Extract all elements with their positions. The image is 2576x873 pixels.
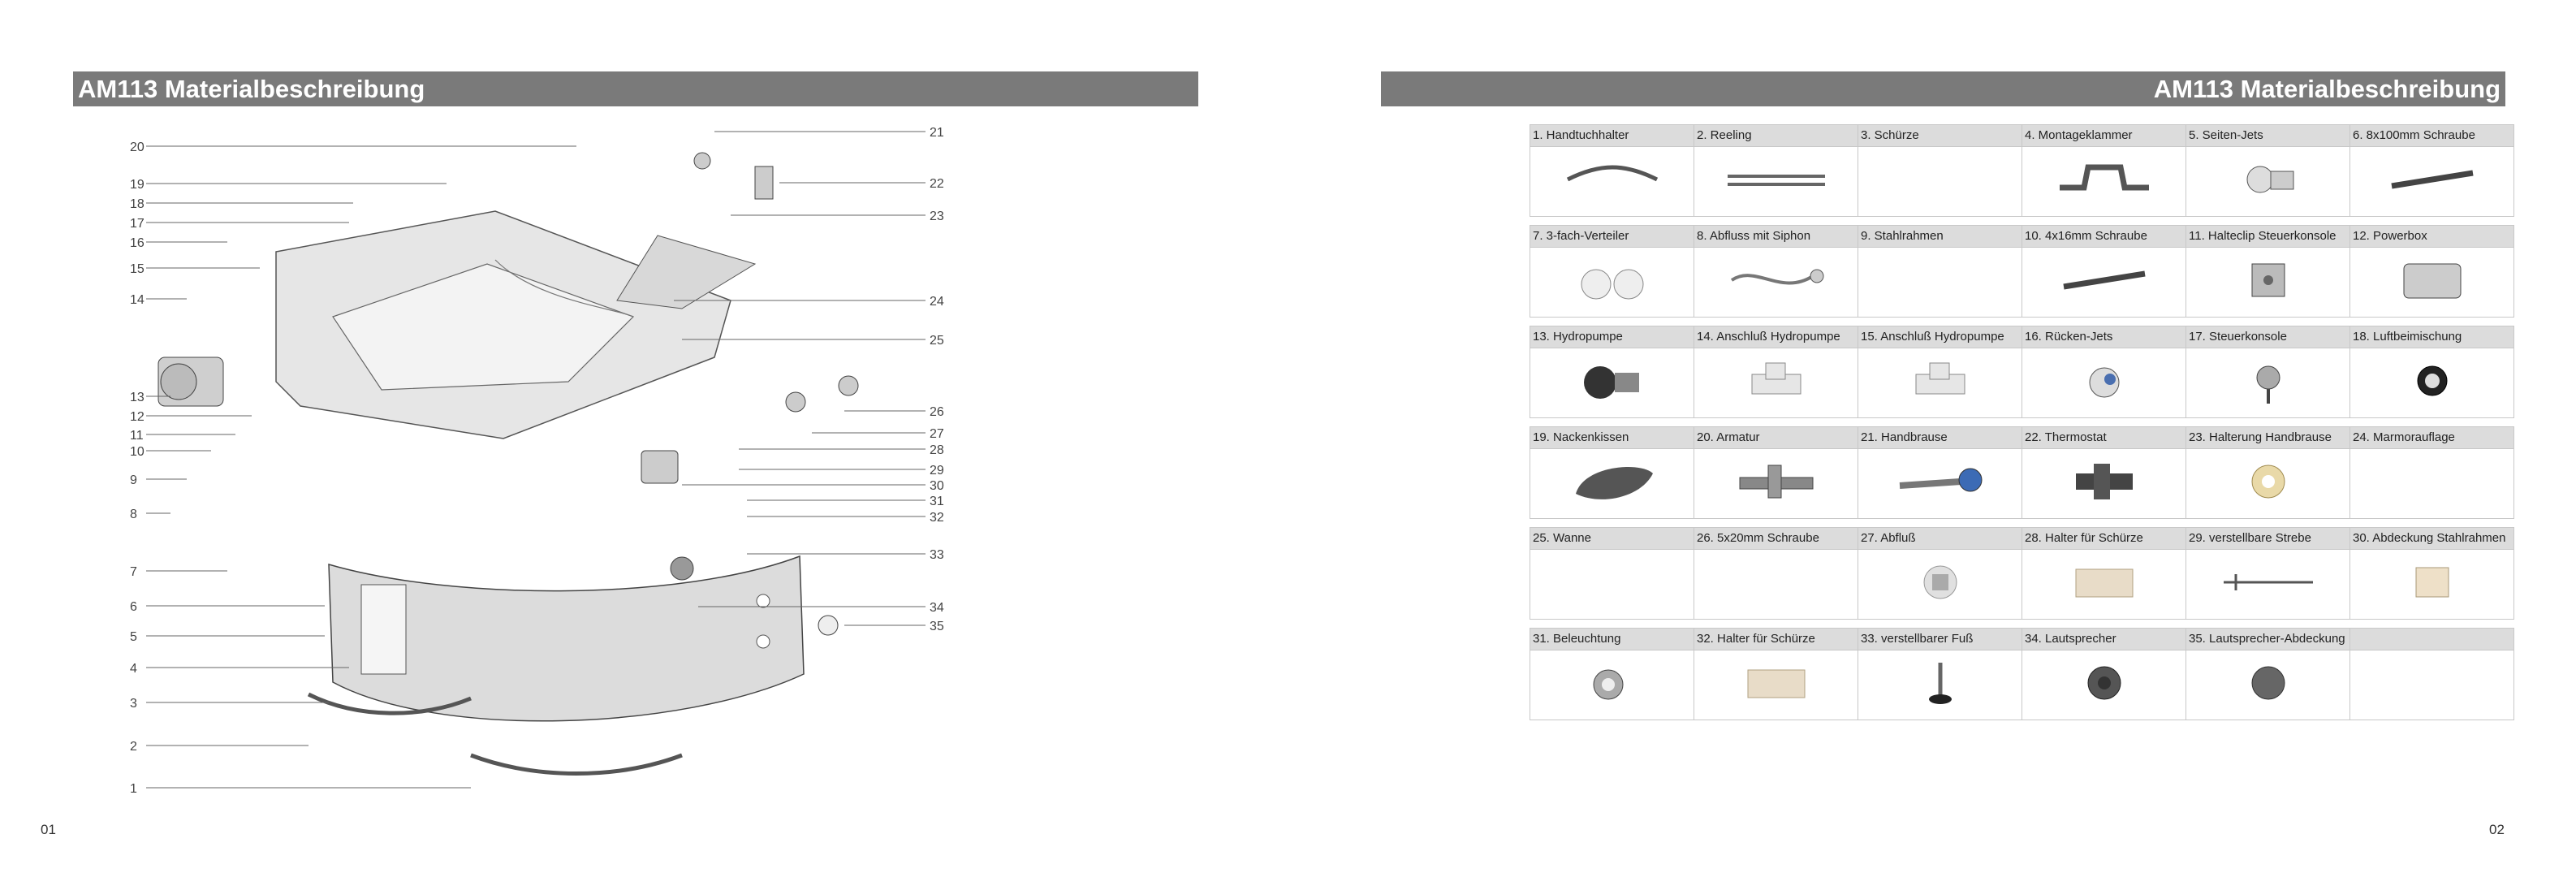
parts-image-row (1530, 550, 2514, 620)
callout-26: 26 (930, 405, 944, 419)
speaker-cover-part (818, 616, 838, 635)
speaker-part (671, 557, 693, 580)
part-image-cell (2350, 650, 2514, 720)
part-label: 17. Steuerkonsole (2186, 326, 2350, 348)
part-image-cell (2022, 147, 2186, 217)
page-title: AM113 Materialbeschreibung (2153, 75, 2500, 103)
callout-25: 25 (930, 334, 944, 348)
part-label: 4. Montageklammer (2022, 125, 2186, 147)
side-jet-icon (2207, 147, 2329, 212)
parts-label-row (1530, 226, 2514, 248)
callout-9: 9 (130, 473, 137, 487)
row-gap (1530, 519, 2514, 528)
callout-35: 35 (930, 620, 944, 633)
part-image-cell (1694, 650, 1858, 720)
page-title: AM113 Materialbeschreibung (78, 75, 425, 103)
pipe-connector-icon (1879, 348, 2001, 413)
callout-11: 11 (130, 429, 144, 443)
parts-image-row (1530, 650, 2514, 720)
jet-part-2 (786, 392, 805, 412)
page-header-bar (1381, 71, 2505, 106)
part-label (2350, 629, 2514, 650)
callout-34: 34 (930, 601, 944, 615)
page-header-bar (73, 71, 1198, 106)
pump-icon (1551, 348, 1673, 413)
part-label: 32. Halter für Schürze (1694, 629, 1858, 650)
part-image-cell (1530, 650, 1694, 720)
parts-label-row (1530, 427, 2514, 449)
towel-rail-icon (1551, 147, 1673, 212)
callout-1: 1 (130, 782, 137, 796)
light-icon (1551, 650, 1673, 715)
mounting-bracket-icon (2043, 147, 2165, 212)
part-label: 19. Nackenkissen (1530, 427, 1694, 449)
callout-8: 8 (130, 508, 137, 521)
part-image-cell (1694, 147, 1858, 217)
callout-10: 10 (130, 445, 145, 459)
callout-20: 20 (130, 140, 145, 154)
pillow-icon (1551, 449, 1673, 514)
callout-4: 4 (130, 662, 137, 676)
callout-21: 21 (930, 126, 944, 140)
right-page (1288, 0, 2576, 873)
part-label: 3. Schürze (1858, 125, 2022, 147)
part-label: 21. Handbrause (1858, 427, 2022, 449)
part-image-cell (1530, 248, 1694, 318)
back-jet-icon (2043, 348, 2165, 413)
callout-17: 17 (130, 217, 145, 231)
part-image-cell (2186, 248, 2350, 318)
callout-18: 18 (130, 197, 145, 211)
callout-7: 7 (130, 565, 137, 579)
part-label: 10. 4x16mm Schraube (2022, 226, 2186, 248)
parts-label-row (1530, 528, 2514, 550)
part-image-cell (1858, 449, 2022, 519)
part-image-cell (2022, 449, 2186, 519)
hand-shower-part (694, 153, 710, 169)
screw-icon (2371, 147, 2493, 212)
parts-label-row (1530, 326, 2514, 348)
drain-siphon-icon (1715, 248, 1837, 313)
callout-14: 14 (130, 293, 145, 307)
strut-icon (2207, 550, 2329, 615)
part-label: 13. Hydropumpe (1530, 326, 1694, 348)
part-image-cell (1694, 550, 1858, 620)
faucet-icon (1715, 449, 1837, 514)
part-image-cell (1530, 147, 1694, 217)
part-image-cell (2350, 248, 2514, 318)
marble-top (617, 236, 755, 309)
pump-fan (161, 364, 196, 400)
part-image-cell (2186, 449, 2350, 519)
thermostat-icon (2043, 449, 2165, 514)
callout-30: 30 (930, 479, 944, 493)
part-label: 25. Wanne (1530, 528, 1694, 550)
air-valve-icon (2371, 348, 2493, 413)
part-image-cell (1694, 348, 1858, 418)
clip-icon (2207, 248, 2329, 313)
apron-holder-icon (1715, 650, 1837, 715)
powerbox-icon (2371, 248, 2493, 313)
parts-label-row (1530, 629, 2514, 650)
callout-28: 28 (930, 443, 944, 457)
part-label: 11. Halteclip Steuerkonsole (2186, 226, 2350, 248)
part-label: 9. Stahlrahmen (1858, 226, 2022, 248)
part-label: 18. Luftbeimischung (2350, 326, 2514, 348)
part-image-cell (2350, 348, 2514, 418)
powerbox-part (641, 451, 678, 483)
part-label: 34. Lautsprecher (2022, 629, 2186, 650)
part-label: 16. Rücken-Jets (2022, 326, 2186, 348)
bottom-rail (471, 755, 682, 774)
part-image-cell (2186, 650, 2350, 720)
part-image-cell (1858, 147, 2022, 217)
callout-33: 33 (930, 548, 944, 562)
page-number: 01 (41, 822, 56, 837)
part-image-cell (1694, 248, 1858, 318)
callout-32: 32 (930, 511, 944, 525)
part-image-cell (1858, 650, 2022, 720)
part-label: 23. Halterung Handbrause (2186, 427, 2350, 449)
apron-window (361, 585, 406, 674)
callout-29: 29 (930, 464, 944, 478)
part-image-cell (1858, 348, 2022, 418)
part-label: 12. Powerbox (2350, 226, 2514, 248)
row-gap (1530, 418, 2514, 427)
apron-hole-1 (757, 594, 770, 607)
callout-27: 27 (930, 427, 944, 441)
part-label: 20. Armatur (1694, 427, 1858, 449)
adjustable-foot-icon (1879, 650, 2001, 715)
part-label: 6. 8x100mm Schraube (2350, 125, 2514, 147)
part-label: 1. Handtuchhalter (1530, 125, 1694, 147)
part-image-cell (1530, 348, 1694, 418)
part-image-cell (2022, 650, 2186, 720)
leader-lines-right (674, 132, 926, 625)
part-label: 2. Reeling (1694, 125, 1858, 147)
parts-label-row (1530, 125, 2514, 147)
part-image-cell (2350, 449, 2514, 519)
callout-5: 5 (130, 630, 137, 644)
part-label: 8. Abfluss mit Siphon (1694, 226, 1858, 248)
part-image-cell (2350, 147, 2514, 217)
part-image-cell (1530, 550, 1694, 620)
parts-table (1530, 124, 2514, 720)
manifold-icon (1551, 248, 1673, 313)
apron-hole-2 (757, 635, 770, 648)
part-image-cell (1530, 449, 1694, 519)
part-image-cell (1858, 550, 2022, 620)
rail-icon (1715, 147, 1837, 212)
control-knob-icon (2207, 348, 2329, 413)
apron-holder-icon (2043, 550, 2165, 615)
callout-24: 24 (930, 295, 944, 309)
pipe-connector-icon (1715, 348, 1837, 413)
part-image-cell (1858, 248, 2022, 318)
callout-22: 22 (930, 177, 944, 191)
part-label: 27. Abfluß (1858, 528, 2022, 550)
part-label: 14. Anschluß Hydropumpe (1694, 326, 1858, 348)
thermostat-part (755, 166, 773, 199)
drain-icon (1879, 550, 2001, 615)
parts-image-row (1530, 248, 2514, 318)
screw-icon (2043, 248, 2165, 313)
parts-image-row (1530, 449, 2514, 519)
callout-23: 23 (930, 210, 944, 223)
part-image-cell (2186, 147, 2350, 217)
part-label: 31. Beleuchtung (1530, 629, 1694, 650)
shower-holder-icon (2207, 449, 2329, 514)
callout-19: 19 (130, 178, 145, 192)
exploded-diagram (114, 114, 974, 812)
part-image-cell (1694, 449, 1858, 519)
callout-6: 6 (130, 600, 137, 614)
hand-shower-icon (1879, 449, 2001, 514)
row-gap (1530, 620, 2514, 629)
callout-16: 16 (130, 236, 145, 250)
page-number: 02 (2489, 822, 2505, 837)
part-label: 35. Lautsprecher-Abdeckung (2186, 629, 2350, 650)
parts-image-row (1530, 147, 2514, 217)
frame-cover-icon (2371, 550, 2493, 615)
part-image-cell (2350, 550, 2514, 620)
callout-12: 12 (130, 410, 145, 424)
part-image-cell (2186, 550, 2350, 620)
part-label: 33. verstellbarer Fuß (1858, 629, 2022, 650)
jet-part-1 (839, 376, 858, 395)
part-label: 29. verstellbare Strebe (2186, 528, 2350, 550)
speaker-cover-icon (2207, 650, 2329, 715)
part-image-cell (2022, 248, 2186, 318)
callout-2: 2 (130, 740, 137, 754)
part-label: 26. 5x20mm Schraube (1694, 528, 1858, 550)
part-label: 24. Marmorauflage (2350, 427, 2514, 449)
speaker-icon (2043, 650, 2165, 715)
part-label: 5. Seiten-Jets (2186, 125, 2350, 147)
part-label: 15. Anschluß Hydropumpe (1858, 326, 2022, 348)
part-label: 28. Halter für Schürze (2022, 528, 2186, 550)
part-image-cell (2022, 550, 2186, 620)
callout-3: 3 (130, 697, 137, 711)
part-label: 30. Abdeckung Stahlrahmen (2350, 528, 2514, 550)
part-label: 7. 3-fach-Verteiler (1530, 226, 1694, 248)
part-image-cell (2022, 348, 2186, 418)
parts-image-row (1530, 348, 2514, 418)
callout-13: 13 (130, 391, 145, 404)
callout-15: 15 (130, 262, 145, 276)
part-label: 22. Thermostat (2022, 427, 2186, 449)
part-image-cell (2186, 348, 2350, 418)
row-gap (1530, 318, 2514, 326)
row-gap (1530, 217, 2514, 226)
callout-31: 31 (930, 495, 944, 508)
